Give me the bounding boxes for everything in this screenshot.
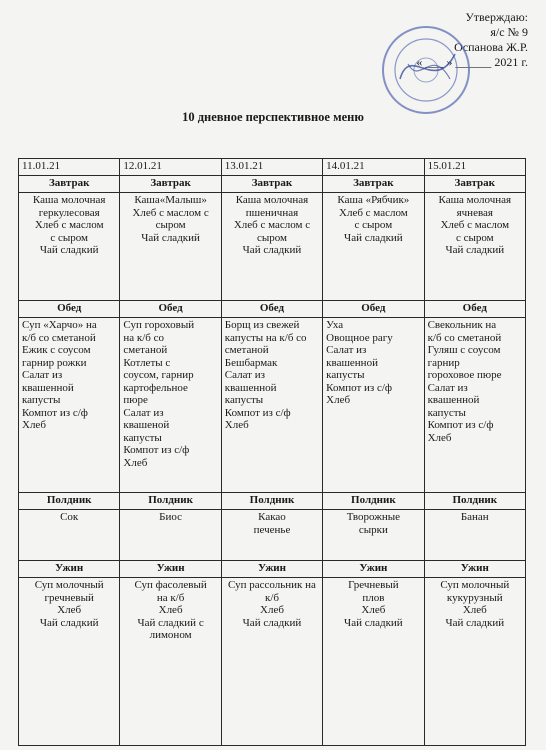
meal-header: Ужин	[120, 561, 221, 578]
dish-line: Уха	[326, 319, 344, 331]
menu-cell	[323, 578, 424, 746]
dish-line: гарнир	[427, 356, 460, 369]
dinner-row	[19, 578, 526, 746]
dish-line: Котлеты с	[123, 356, 171, 369]
dish-line: пшеничная	[245, 206, 299, 219]
meal-header: Полдник	[120, 493, 221, 510]
menu-cell	[120, 193, 221, 301]
dish-line: Хлеб	[427, 431, 452, 444]
dish-line: Каша «Рябчик»	[337, 194, 410, 206]
meal-header: Ужин	[323, 561, 424, 578]
dish-line: сыром	[256, 231, 287, 244]
lunch-row	[19, 318, 526, 493]
snack-row	[19, 510, 526, 561]
dish-line: Суп молочный	[34, 579, 104, 591]
dish-line: сметаной	[224, 344, 269, 356]
dish-line: капусты на к/б со	[224, 331, 307, 344]
dish-line: Компот из с/ф	[123, 444, 190, 456]
dish-line: Хлеб	[326, 394, 351, 406]
dish-line: Чай сладкий	[141, 231, 200, 244]
dish-line: Компот из с/ф	[224, 406, 291, 419]
menu-cell	[221, 510, 322, 561]
menu-cell	[19, 510, 120, 561]
dish-line: Чай сладкий	[344, 231, 403, 244]
dish-line: квашенной	[224, 381, 277, 394]
dish-line: Хлеб с маслом с	[233, 219, 311, 231]
menu-cell	[120, 318, 221, 493]
approval-line: « ___ » ______ 2021 г.	[416, 55, 528, 69]
dish-line: Какао	[258, 511, 286, 523]
dish-line: Творожные	[346, 511, 400, 523]
dish-line: квашенной	[22, 381, 74, 394]
dish-line: гречневый	[44, 591, 94, 604]
dish-line: Салат из	[123, 406, 164, 419]
date-cell: 12.01.21	[120, 159, 221, 176]
dish-line: Суп фасолевый	[134, 579, 207, 591]
dish-line: Каша молочная	[438, 194, 512, 206]
dish-line: Хлеб	[57, 604, 82, 616]
meal-header: Завтрак	[221, 176, 322, 193]
dish-line: на к/б со	[123, 331, 165, 344]
meal-header: Завтрак	[323, 176, 424, 193]
meal-header: Ужин	[19, 561, 120, 578]
dish-line: Хлеб с маслом	[440, 219, 510, 231]
menu-cell	[424, 318, 525, 493]
dish-line: на к/б	[156, 591, 185, 604]
dish-line: к/б со сметаной	[22, 331, 96, 344]
dish-line: ячневая	[456, 206, 493, 219]
dinner-header-row	[19, 561, 526, 578]
dish-line: плов	[362, 591, 385, 604]
breakfast-row	[19, 193, 526, 301]
meal-header: Обед	[424, 301, 525, 318]
dish-line: Салат из	[326, 344, 367, 356]
page-title: 10 дневное перспективное меню	[182, 110, 364, 124]
meal-header: Полдник	[323, 493, 424, 510]
dish-line: геркулесовая	[38, 206, 100, 219]
dish-line: Чай сладкий	[445, 244, 505, 256]
meal-header: Обед	[120, 301, 221, 318]
dish-line: Салат из	[224, 369, 265, 381]
meal-header: Завтрак	[424, 176, 525, 193]
dish-line: картофельное	[123, 381, 188, 394]
dish-line: печенье	[253, 523, 291, 536]
dish-line: Гуляш с соусом	[427, 344, 501, 356]
dish-line: Каша молочная	[235, 194, 309, 206]
dish-line: с сыром	[455, 231, 494, 244]
menu-cell	[221, 578, 322, 746]
meal-header: Полдник	[424, 493, 525, 510]
dish-line: Гречневый	[348, 579, 399, 591]
meal-header: Обед	[19, 301, 120, 318]
dish-line: Ежик с соусом	[22, 344, 91, 356]
meal-header: Завтрак	[120, 176, 221, 193]
dish-line: кукурузный	[446, 591, 503, 604]
menu-cell	[424, 578, 525, 746]
dish-line: Хлеб	[158, 604, 183, 616]
dish-line: Хлеб с маслом с	[132, 206, 209, 219]
dish-line: к/б со сметаной	[427, 331, 502, 344]
dish-line: Биос	[159, 511, 183, 523]
dish-line: гарнир рожки	[22, 356, 87, 369]
dish-line: капусты	[123, 431, 162, 444]
dish-line: Чай сладкий	[344, 616, 403, 629]
dish-line: капусты	[427, 406, 466, 419]
menu-cell	[424, 193, 525, 301]
menu-cell	[19, 578, 120, 746]
dish-line: Хлеб	[224, 419, 249, 431]
stamp-seal-icon	[380, 24, 472, 116]
dish-line: Чай сладкий	[242, 616, 302, 629]
menu-cell	[323, 193, 424, 301]
dish-line: Борщ из свежей	[224, 319, 300, 331]
approval-line: Утверждаю:	[465, 10, 528, 24]
dish-line: Хлеб	[361, 604, 386, 616]
dish-line: с сыром	[354, 219, 393, 231]
date-cell: 13.01.21	[221, 159, 322, 176]
dates-row	[19, 159, 526, 176]
dish-line: Бешбармак	[224, 356, 278, 369]
dish-line: Суп «Харчо» на	[22, 319, 97, 331]
menu-cell	[424, 510, 525, 561]
dish-line: сырки	[358, 523, 388, 536]
date-cell: 14.01.21	[323, 159, 424, 176]
dish-line: Суп рассольник на	[228, 579, 316, 591]
dish-line: капусты	[326, 369, 365, 381]
dish-line: соусом, гарнир	[123, 369, 194, 381]
snack-header-row	[19, 493, 526, 510]
dish-line: Чай сладкий	[445, 616, 505, 629]
dish-line: Чай сладкий	[242, 244, 302, 256]
dish-line: сыром	[155, 219, 186, 231]
menu-cell	[323, 510, 424, 561]
approval-line: я/с № 9	[490, 25, 528, 39]
dish-line: Хлеб с маслом	[339, 206, 408, 219]
menu-cell	[19, 193, 120, 301]
meal-header: Завтрак	[19, 176, 120, 193]
dish-line: квашеной	[123, 419, 170, 431]
dish-line: Хлеб	[260, 604, 284, 616]
dish-line: Чай сладкий	[39, 244, 99, 256]
dish-line: Суп гороховый	[123, 319, 195, 331]
dish-line: Каша«Малыш»	[134, 194, 207, 206]
dish-line: Хлеб	[22, 419, 46, 431]
menu-cell	[221, 318, 322, 493]
dish-line: Компот из с/ф	[427, 419, 494, 431]
menu-cell	[221, 193, 322, 301]
dish-line: Каша молочная	[32, 194, 106, 206]
breakfast-header-row	[19, 176, 526, 193]
dish-line: Компот из с/ф	[326, 381, 393, 394]
menu-cell	[120, 510, 221, 561]
dish-line: квашенной	[326, 356, 378, 369]
date-cell: 11.01.21	[19, 159, 120, 176]
dish-line: Салат из	[427, 381, 468, 394]
dish-line: Чай сладкий с	[137, 616, 204, 629]
dish-line: Свекольник на	[427, 319, 497, 331]
meal-header: Полдник	[221, 493, 322, 510]
dish-line: Хлеб	[462, 604, 487, 616]
dish-line: Банан	[460, 511, 489, 523]
dish-line: Чай сладкий	[39, 616, 99, 629]
dish-line: Хлеб	[123, 456, 148, 469]
dish-line: лимоном	[149, 629, 192, 641]
date-cell: 15.01.21	[424, 159, 525, 176]
dish-line: пюре	[123, 394, 148, 406]
meal-header: Ужин	[221, 561, 322, 578]
dish-line: капусты	[224, 394, 264, 406]
lunch-header-row	[19, 301, 526, 318]
menu-table	[18, 158, 526, 746]
menu-cell	[323, 318, 424, 493]
meal-header: Обед	[323, 301, 424, 318]
meal-header: Ужин	[424, 561, 525, 578]
dish-line: к/б	[264, 591, 279, 604]
approval-line: Оспанова Ж.Р.	[454, 40, 528, 54]
meal-header: Полдник	[19, 493, 120, 510]
dish-line: Хлеб с маслом	[34, 219, 104, 231]
dish-line: Компот из с/ф	[22, 406, 88, 419]
dish-line: квашенной	[427, 394, 480, 406]
dish-line: с сыром	[50, 231, 89, 244]
dish-line: гороховое пюре	[427, 369, 502, 381]
menu-cell	[120, 578, 221, 746]
dish-line: сметаной	[123, 344, 168, 356]
dish-line: Суп молочный	[440, 579, 510, 591]
menu-cell	[19, 318, 120, 493]
dish-line: капусты	[22, 394, 61, 406]
meal-header: Обед	[221, 301, 322, 318]
dish-line: Овощное рагу	[326, 331, 393, 344]
dish-line: Салат из	[22, 369, 63, 381]
dish-line: Сок	[60, 511, 79, 523]
